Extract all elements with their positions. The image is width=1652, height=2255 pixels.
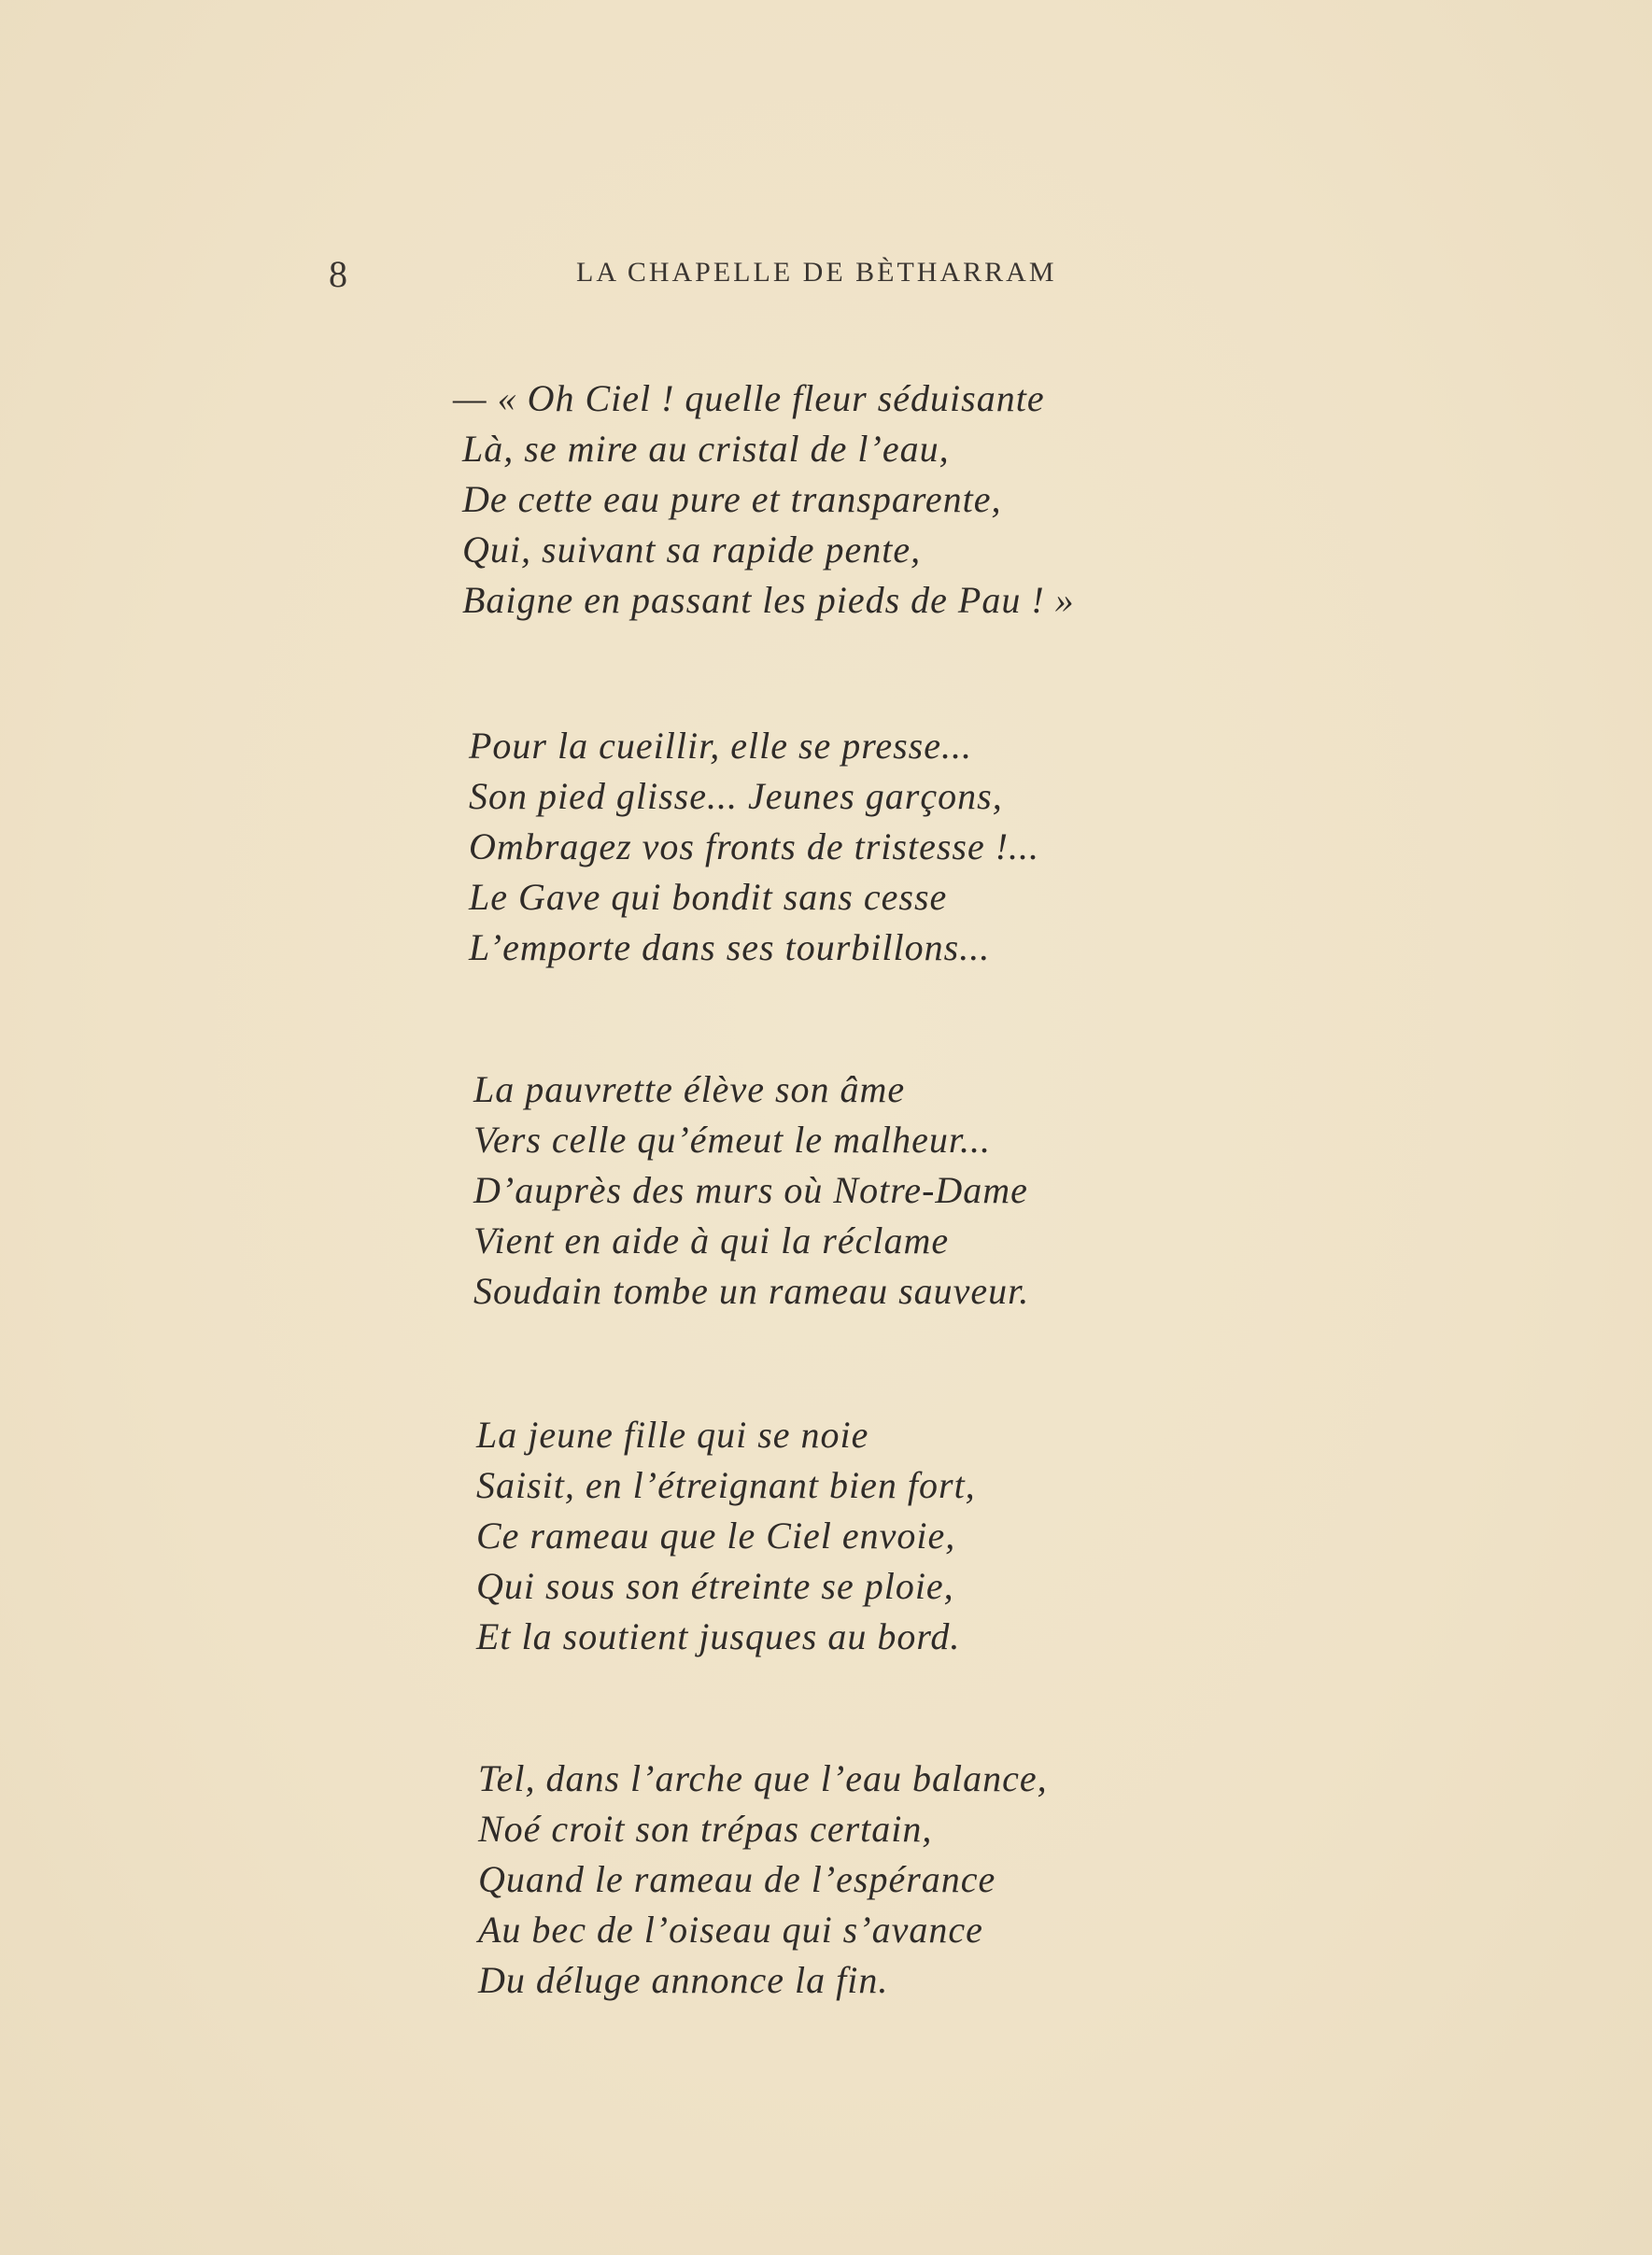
verse-line: Vient en aide à qui la réclame xyxy=(473,1219,950,1261)
verse-line: Au bec de l’oiseau qui s’avance xyxy=(478,1909,983,1951)
stanza xyxy=(478,1754,1225,2006)
verse-line: Quand le rameau de l’espérance xyxy=(478,1858,996,1900)
stanza xyxy=(469,721,1216,973)
verse-line: Le Gave qui bondit sans cesse xyxy=(469,876,948,918)
page-number: 8 xyxy=(329,253,347,295)
verse-line: — « Oh Ciel ! quelle fleur séduisante xyxy=(453,377,1045,419)
running-title: LA CHAPELLE DE BÈTHARRAM xyxy=(576,257,1057,288)
verse-line: L’emporte dans ses tourbillons... xyxy=(469,926,991,968)
verse-line: Ombragez vos fronts de tristesse !... xyxy=(469,825,1040,867)
verse-line: Vers celle qu’émeut le malheur... xyxy=(473,1119,991,1161)
verse-line: La jeune fille qui se noie xyxy=(476,1414,869,1456)
stanza xyxy=(476,1410,1223,1662)
verse-line: D’auprès des murs où Notre-Dame xyxy=(473,1169,1028,1211)
verse-line: Là, se mire au cristal de l’eau, xyxy=(462,428,950,470)
verse-line: Ce rameau que le Ciel envoie, xyxy=(476,1515,956,1557)
verse-line: Son pied glisse... Jeunes garçons, xyxy=(469,775,1003,817)
verse-line: Tel, dans l’arche que l’eau balance, xyxy=(478,1757,1048,1799)
verse-line: Noé croit son trépas certain, xyxy=(478,1808,933,1850)
verse-line: Soudain tombe un rameau sauveur. xyxy=(473,1270,1030,1312)
verse-line: Qui, suivant sa rapide pente, xyxy=(462,529,922,571)
verse-line: De cette eau pure et transparente, xyxy=(462,478,1002,520)
verse-line: Et la soutient jusques au bord. xyxy=(476,1615,961,1657)
verse-line: Baigne en passant les pieds de Pau ! » xyxy=(462,579,1075,621)
verse-line: Du déluge annonce la fin. xyxy=(478,1959,889,2001)
stanza xyxy=(453,373,1200,626)
verse-line: Pour la cueillir, elle se presse... xyxy=(469,725,972,767)
verse-line: La pauvrette élève son âme xyxy=(473,1068,906,1110)
verse-line: Qui sous son étreinte se ploie, xyxy=(476,1565,954,1607)
verse-line: Saisit, en l’étreignant bien fort, xyxy=(476,1464,976,1506)
stanza xyxy=(473,1064,1221,1317)
